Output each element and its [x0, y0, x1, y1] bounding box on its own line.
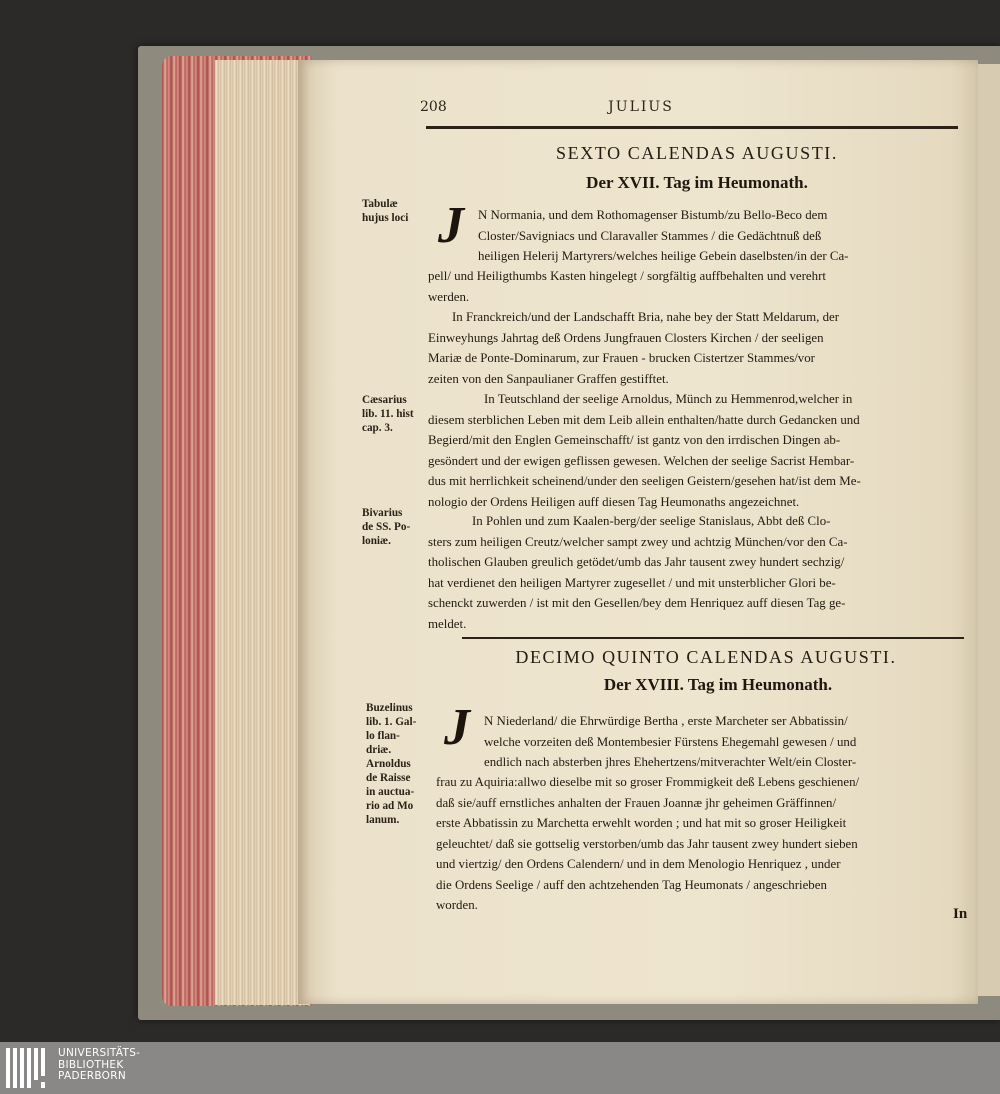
text-line: N Niederland/ die Ehrwürdige Bertha , erste Marcheter ser Abbatissin/ [484, 714, 848, 728]
margin-note [362, 393, 414, 435]
calendar-title: SEXTO CALENDAS AUGUSTI. [556, 143, 838, 163]
text-line: Closter/Savigniacs und Claravaller Stammes / die Gedächtnuß deß [478, 228, 822, 243]
margin-note [362, 197, 408, 225]
margin-note [366, 701, 416, 827]
page-stack [215, 60, 310, 1005]
margin-note-line: loniæ. [362, 535, 391, 547]
text-line: pell/ und Heiligthumbs Kasten hingelegt / sorgfältig auffbehalten und verehrt [428, 269, 826, 283]
text-line: dus mit herrlichkeit scheinend/under den seeligen Geistern/gesehen hat/ist dem Me- [428, 474, 861, 488]
text-line: In Pohlen und zum Kaalen-berg/der seelige Stanislaus, Abbt deß Clo- [472, 514, 831, 528]
margin-note-line: de Raisse [366, 772, 411, 784]
text-line: worden. [436, 898, 478, 912]
margin-note-line: cap. 3. [362, 422, 393, 434]
paragraph [484, 711, 970, 773]
paragraph [436, 772, 970, 916]
margin-note [362, 506, 410, 548]
text-line: daß sie/auff ernstliches anhalten der Frauen Joannæ jhr geheimen Gräffinnen/ [436, 795, 837, 810]
text-line: tholischen Glauben greulich getödet/umb das Jahr tausent zwey hundert sechzig/ [428, 555, 845, 569]
text-line: frau zu Aquiria:allwo dieselbe mit so groser Frommigkeit deß Lebens geschienen/ [436, 775, 860, 789]
paragraph [478, 205, 968, 267]
running-head: JULIUS [608, 99, 674, 115]
drop-cap-initial: J [444, 699, 470, 756]
calendar-title: DECIMO QUINTO CALENDAS AUGUSTI. [515, 647, 897, 667]
text-line: hat verdienet den heiligen Martyrer zugesellet / und mit unsterblicher Glori be- [428, 575, 836, 590]
page-number: 208 [420, 99, 447, 115]
paragraph [428, 307, 968, 389]
text-line: heiligen Helerij Martyrers/welches heilige Gebein daselbsten/in der Ca- [478, 249, 849, 263]
text-line: gesöndert und der ewigen geflissen gewesen. Welchen der seelige Sacrist Hembar- [428, 453, 855, 468]
text-line: diesem sterblichen Leben mit dem Leib allein enthalten/hatte durch Gedancken und [428, 412, 860, 427]
library-name-line: PADERBORN [58, 1070, 126, 1082]
day-title: Der XVIII. Tag im Heumonath. [603, 675, 833, 694]
catchword: In [953, 906, 968, 922]
text-line: zeiten von den Sanpaulianer Graffen gestifftet. [428, 371, 669, 386]
margin-note-line: lo flan- [366, 730, 400, 742]
text-line: meldet. [428, 616, 467, 631]
text-line: die Ordens Seelige / auff den achtzehenden Tag Heumonats / angeschrieben [436, 877, 827, 892]
text-line: In Teutschland der seelige Arnoldus, Münch zu Hemmenrod,welcher in [484, 392, 853, 406]
margin-note-line: Cæsarius [362, 394, 407, 406]
margin-note-line: lib. 11. hist [362, 408, 414, 420]
margin-note-line: Arnoldus [366, 758, 411, 770]
library-footer [0, 1042, 1000, 1094]
text-line: geleuchtet/ daß sie gottselig verstorben/umb das Jahr tausent zwey hundert sieben [436, 836, 858, 851]
text-line: schenckt zuwerden / ist mit den Gesellen/bey dem Henriquez auff diesen Tag ge- [428, 596, 846, 610]
margin-note-line: Tabulæ [362, 198, 398, 210]
facing-page-edge [976, 64, 1000, 996]
library-logo-icon [6, 1046, 50, 1090]
text-line: erste Abbatissin zu Marchetta erwehlt worden ; und hat mit so groser Heiligkeit [436, 816, 847, 830]
text-line: N Normania, und dem Rothomagenser Bistumb/zu Bello-Beco dem [478, 208, 828, 222]
margin-note-line: hujus loci [362, 212, 409, 224]
margin-note-line: driæ. [366, 744, 392, 756]
text-line: welche vorzeiten deß Montembesier Fürstens Ehegemahl gewesen / und [484, 734, 857, 749]
margin-note-line: Bivarius [362, 507, 403, 519]
text-line: nologio der Ordens Heiligen auff diesen Tag Heumonaths angezeichnet. [428, 494, 800, 509]
text-line: sters zum heiligen Creutz/welcher sampt zwey und achtzig München/vor den Ca- [428, 534, 848, 549]
margin-note-line: rio ad Mo [366, 800, 414, 812]
margin-note-line: lanum. [366, 814, 400, 826]
paragraph [428, 266, 968, 307]
library-name [58, 1048, 140, 1083]
margin-note-line: lib. 1. Gal- [366, 716, 417, 728]
section-rule [462, 637, 964, 639]
margin-note-line: in auctua- [366, 786, 415, 798]
library-name-line: BIBLIOTHEK [58, 1058, 124, 1071]
margin-note-line: Buzelinus [366, 702, 413, 714]
text-line: werden. [428, 289, 470, 304]
drop-cap-initial: J [438, 197, 464, 254]
paragraph [428, 511, 968, 634]
header-rule [426, 126, 958, 129]
text-line: Begierd/mit den Englen Gemeinschafft/ ist gantz von den irrdischen Dingen ab- [428, 433, 841, 447]
margin-note-line: de SS. Po- [362, 521, 411, 533]
text-line: Mariæ de Ponte-Dominarum, zur Frauen - brucken Cistertzer Stammes/vor [428, 351, 815, 365]
day-title: Der XVII. Tag im Heumonath. [586, 173, 808, 192]
paragraph [428, 389, 968, 512]
text-line: Einweyhungs Jahrtag deß Ordens Jungfrauen Closters Kirchen / der seeligen [428, 330, 824, 345]
text-line: und viertzig/ den Ordens Calendern/ und in dem Menologio Henriquez , under [436, 857, 841, 871]
text-line: In Franckreich/und der Landschafft Bria, nahe bey der Statt Meldarum, der [452, 310, 840, 324]
text-line: endlich nach absterben jhres Ehehertzens/mitverachter Welt/ein Closter- [484, 755, 857, 769]
library-name-line: UNIVERSITÄTS- [58, 1047, 141, 1059]
